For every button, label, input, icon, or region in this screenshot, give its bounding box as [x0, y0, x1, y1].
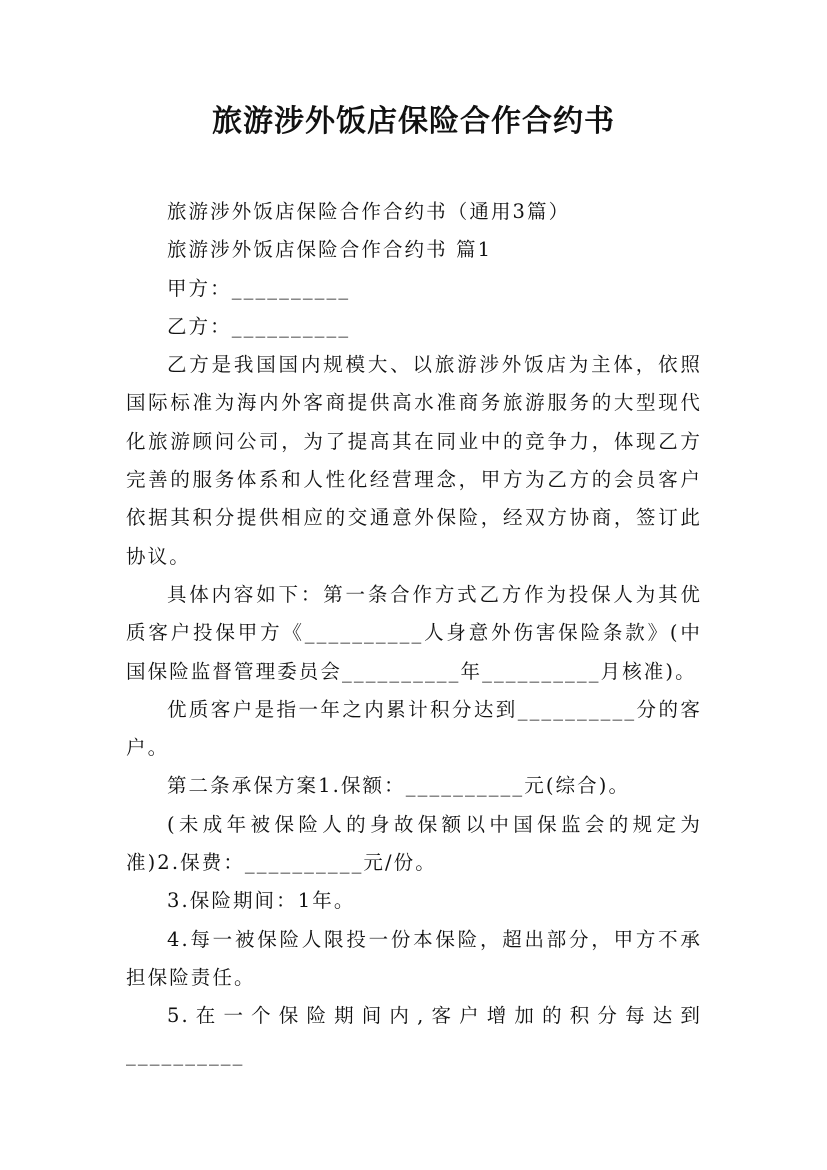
paragraph-party-b: 乙方：__________: [166, 314, 351, 338]
paragraph-2: 旅游涉外饭店保险合作合约书 篇1: [166, 238, 493, 262]
paragraph-11: 4.每一被保险人限投一份本保险，超出部分，甲方不承担保险责任。: [126, 927, 702, 989]
paragraph-10: 3.保险期间：1年。: [166, 889, 356, 913]
document-title: 旅游涉外饭店保险合作合约书: [212, 104, 615, 139]
paragraph-5: 乙方是我国国内规模大、以旅游涉外饭店为主体，依照国际标准为海内外客商提供高水准商务旅游服务的大型现代化旅游顾问公司，为了提高其在同业中的竞争力，体现乙方完善的服务体系和人性化经营理念，甲方为乙方的会员客户依据其积分提供相应的交通意外保险，经双方协商，签订此协议。: [126, 353, 702, 568]
paragraph-1: 旅游涉外饭店保险合作合约书（通用3篇）: [166, 200, 571, 223]
paragraph-9: (未成年被保险人的身故保额以中国保监会的规定为准)2.保费：__________元/份。: [126, 812, 702, 875]
paragraph-6: 具体内容如下：第一条合作方式乙方作为投保人为其优质客户投保甲方《__________人身意外伤害保险条款》(中国保险监督管理委员会__________年__________月核准)。: [126, 582, 702, 683]
paragraph-party-a: 甲方：__________: [166, 276, 351, 300]
document-body: [126, 193, 702, 1074]
paragraph-12: 5.在一个保险期间内,客户增加的积分每达到__________: [126, 1004, 702, 1066]
paragraph-8: 第二条承保方案1.保额：__________元(综合)。: [166, 774, 631, 798]
paragraph-7: 优质客户是指一年之内累计积分达到__________分的客户。: [126, 697, 702, 760]
